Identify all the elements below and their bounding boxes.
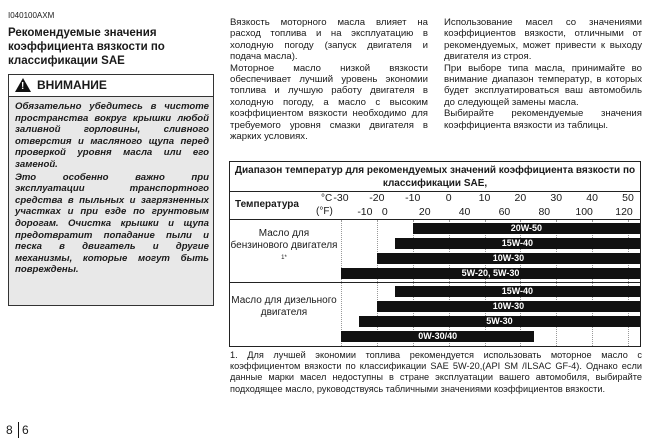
paragraph: Вязкость моторного масла влияет на расход топлива и на эксплуатацию в холодную погоду (запуск двигателя и подача масла). — [230, 17, 428, 63]
footnote: 1. Для лучшей экономии топлива рекомендуется использовать моторное масло с коэффициентом вязкости по классификации SAE 5W-20,(API SM /ILSAC GF-4). Однако если данные марки масел недоступны в стране эксплуатации вашего автомобиля, выбирайте подходящее масло, руководствуясь табличными значениями коэффициентов вязкости. — [230, 350, 642, 394]
celsius-tick-label: 10 — [478, 192, 491, 204]
celsius-tick-label: -20 — [369, 192, 385, 204]
section-title: Рекомендуемые значения коэффициента вязкости по классификации SAE — [8, 27, 165, 67]
fahrenheit-tick-label: 80 — [538, 206, 551, 218]
table-title: Диапазон температур для рекомендуемых значений коэффициента вязкости по классификации SAE, — [230, 162, 640, 192]
fahrenheit-tick-label: 100 — [575, 206, 593, 218]
celsius-tick-label: 40 — [586, 192, 598, 204]
grid-line — [341, 220, 343, 346]
gasoline-note: 1* — [281, 255, 287, 261]
warning-header — [9, 75, 213, 97]
viscosity-bar: 0W-30/40 — [341, 331, 534, 342]
viscosity-bar: 5W-30 — [359, 316, 640, 327]
viscosity-bar: 10W-30 — [377, 301, 640, 312]
grid-line — [377, 220, 379, 346]
diesel-label: Масло для дизельного двигателя — [231, 295, 337, 318]
viscosity-table — [229, 161, 641, 347]
fahrenheit-tick-label: 60 — [498, 206, 511, 218]
warning-paragraph: Обязательно убедитесь в чистоте пространства вокруг крышки любой заливной горловины, сливного отверстия и масляного щупа перед проверкой уровня масла или его заменой. — [15, 101, 209, 170]
celsius-tick-label: -30 — [333, 192, 349, 204]
viscosity-bar: 5W-20, 5W-30 — [341, 268, 640, 279]
gasoline-label-text: Масло для бензинового двигателя — [230, 228, 338, 251]
doc-code: I040100AXM — [8, 11, 55, 20]
gasoline-label — [230, 228, 338, 267]
viscosity-bar: 15W-40 — [395, 286, 640, 297]
warning-triangle-icon — [15, 78, 31, 92]
viscosity-bar: 10W-30 — [377, 253, 640, 264]
unit-fahrenheit: (°F) — [316, 206, 333, 217]
viscosity-bar: 15W-40 — [395, 238, 640, 249]
warning-title: ВНИМАНИЕ — [37, 78, 107, 92]
warning-box — [8, 74, 214, 306]
celsius-tick-label: 30 — [550, 192, 563, 204]
warning-paragraph: Это особенно важно при эксплуатации транспортного средства в пыльных и загрязненных участках и при езде по грунтовым дорогам. Очистка крышки и щупа предотвратит попадание пыли и песка в двигатель и другие механизмы, которые могут быть повреждены. — [15, 171, 209, 276]
page-number-divider — [18, 422, 19, 438]
fahrenheit-tick-label: 120 — [615, 206, 633, 218]
celsius-tick-label: -10 — [405, 192, 421, 204]
fahrenheit-tick-label: -10 — [357, 206, 373, 218]
celsius-tick-label: 20 — [514, 192, 527, 204]
unit-celsius: °C — [321, 193, 333, 204]
paragraph: Использование масел со значениями коэффициентов вязкости, отличными от рекомендуемых, может привести к выходу двигателя из строя. — [444, 17, 642, 63]
text-column-2 — [230, 17, 428, 142]
celsius-tick-label: 0 — [445, 192, 452, 204]
fahrenheit-tick-label: 40 — [458, 206, 471, 218]
chapter-number: 8 — [6, 423, 13, 437]
paragraph: Моторное масло низкой вязкости обеспечивает лучший уровень экономии топлива и лучшую работу двигателя в холодную погоду, а масло с высоким коэффициентом вязкости необходимо для требуемого уровня смазки двигателя в жарких условиях. — [230, 62, 428, 143]
fahrenheit-tick-label: 0 — [381, 206, 388, 218]
paragraph: При выборе типа масла, принимайте во внимание диапазон температур, в которых будет эксплуатироваться ваш автомобиль до следующей замены масла. — [444, 62, 642, 108]
fahrenheit-tick-label: 20 — [418, 206, 431, 218]
temperature-label: Температура — [235, 199, 299, 210]
paragraph: Выбирайте рекомендуемые значения коэффициента вязкости из таблицы. — [444, 108, 642, 131]
warning-text — [15, 101, 209, 277]
text-column-3 — [444, 17, 642, 131]
viscosity-bar: 20W-50 — [413, 223, 640, 234]
temperature-header — [230, 192, 640, 220]
page-number: 6 — [22, 423, 29, 437]
celsius-tick-label: 50 — [622, 192, 634, 204]
